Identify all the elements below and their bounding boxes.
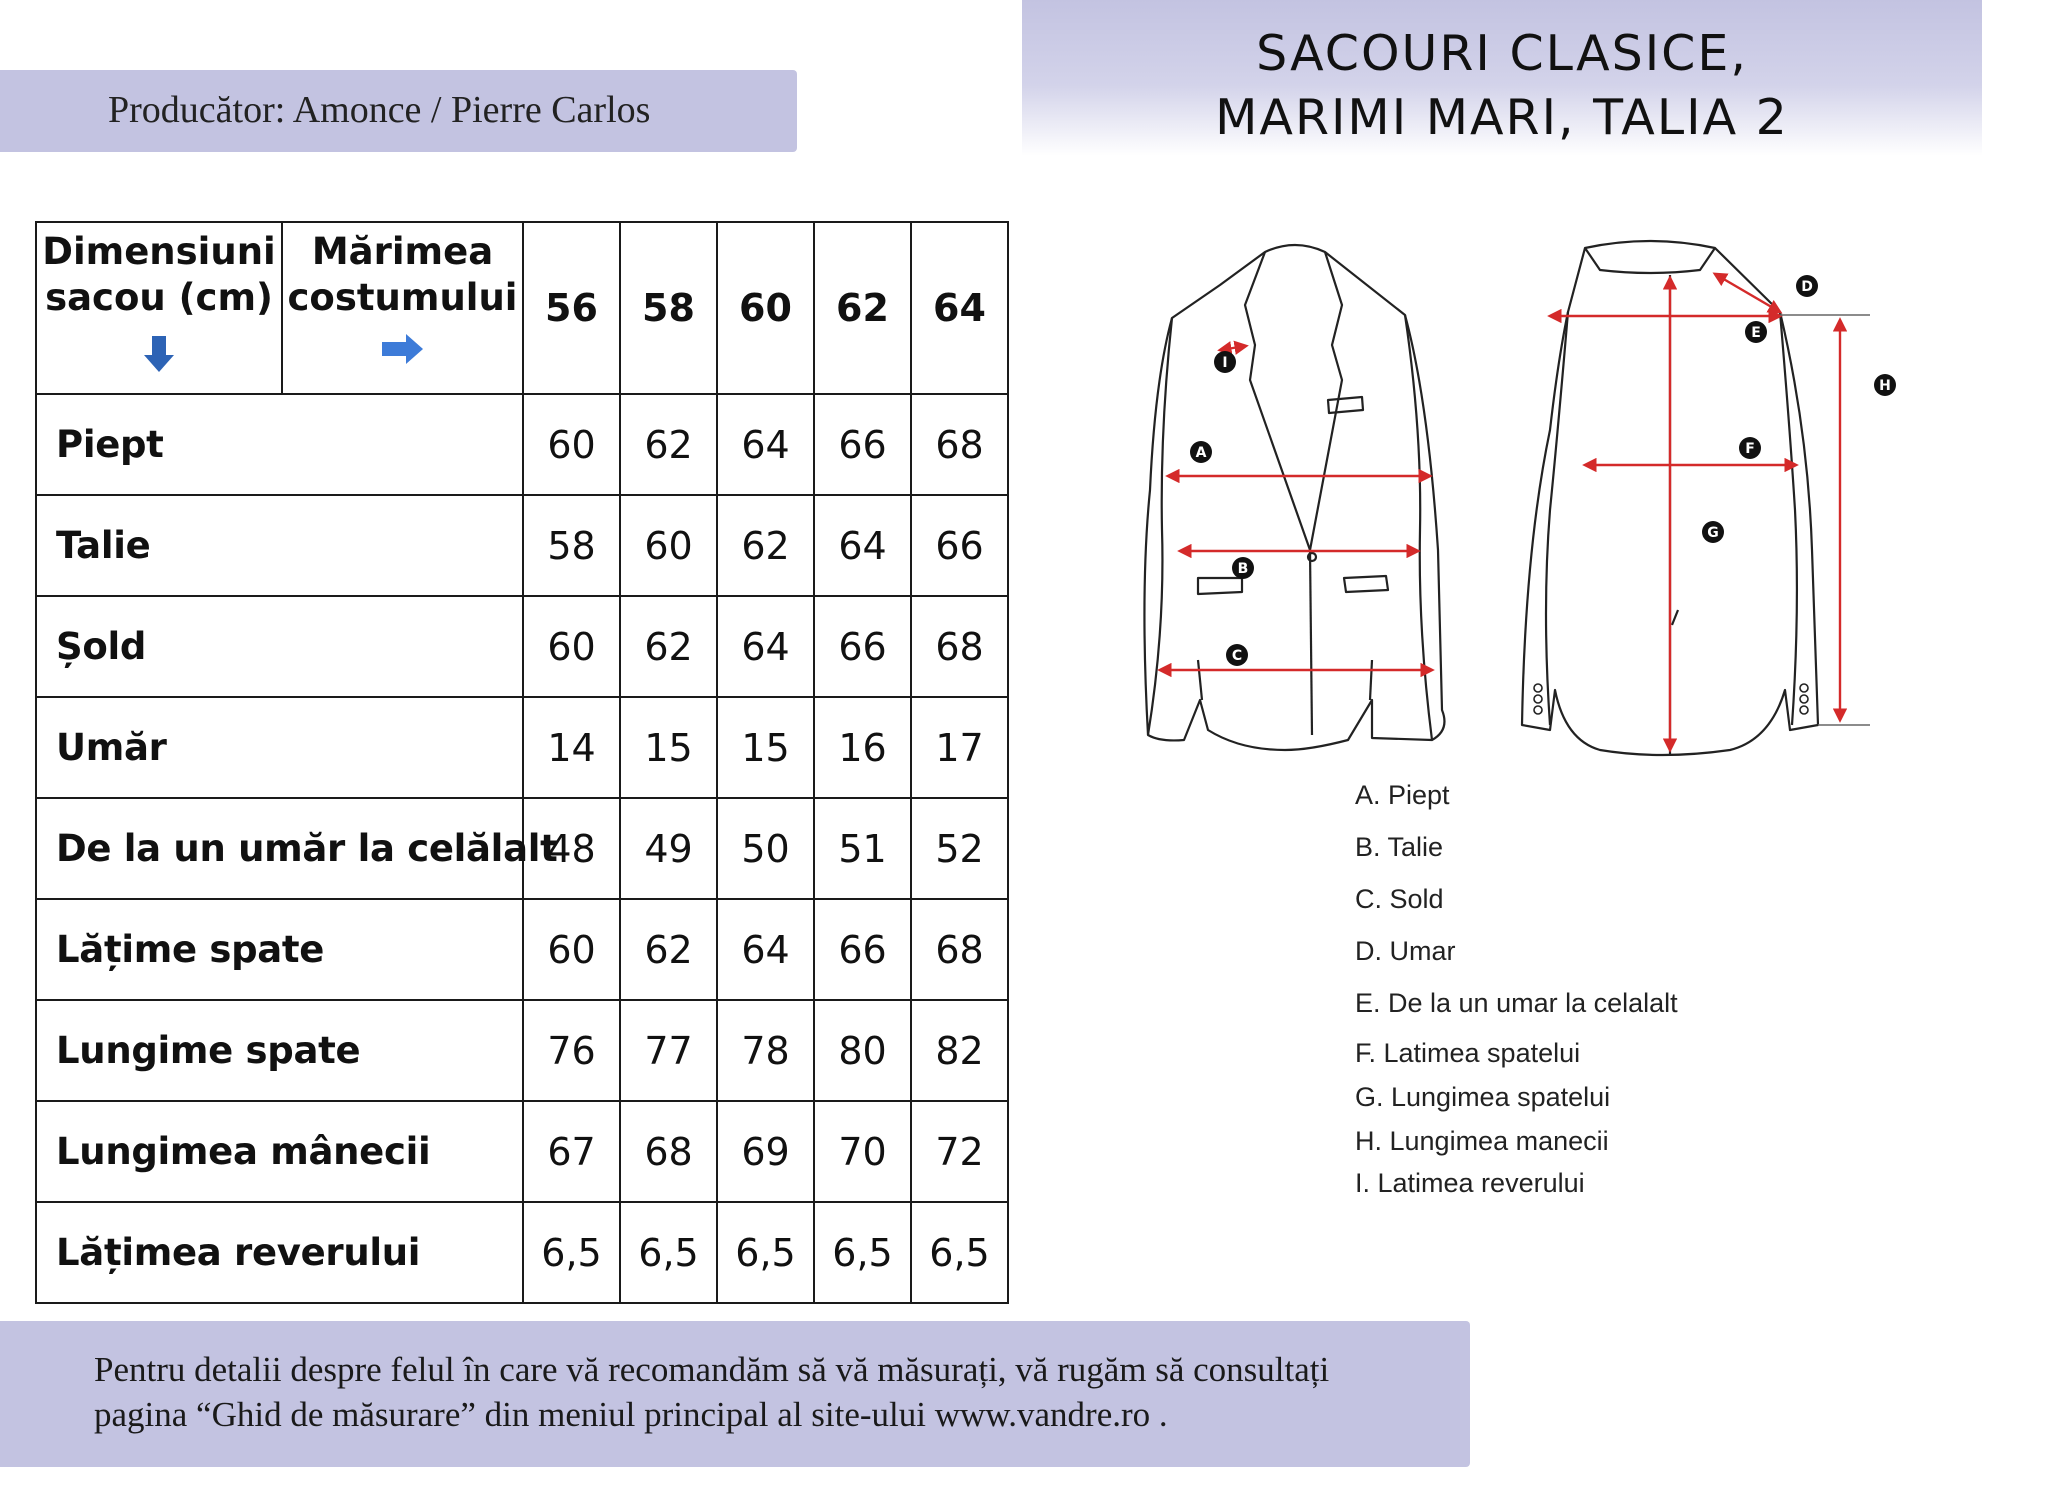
table-row [36,596,1008,697]
svg-text:C: C [1231,648,1243,664]
title-panel [1022,0,1982,156]
table-row [36,1101,1008,1202]
table-cell: 66 [814,394,911,495]
table-cell: 80 [814,1000,911,1101]
footer-line-1: Pentru detalii despre felul în care vă recomandăm să vă măsurați, vă rugăm să consultați [94,1350,1330,1389]
table-cell: 49 [620,798,717,899]
arrow-right-icon [382,342,406,356]
table-cell: 66 [814,596,911,697]
marker-e [1745,321,1767,343]
table-row [36,697,1008,798]
legend-item: H. Lungimea manecii [1355,1126,1609,1156]
size-table [35,221,1009,1304]
marker-g [1702,521,1724,543]
header-size-cell [282,222,523,394]
row-label: Lățime spate [36,899,523,1000]
table-cell: 72 [911,1101,1008,1202]
table-cell: 6,5 [911,1202,1008,1303]
table-cell: 68 [911,596,1008,697]
legend-item: E. De la un umar la celalalt [1355,988,1678,1018]
table-cell: 6,5 [717,1202,814,1303]
table-header-row [36,222,1008,394]
svg-text:B: B [1237,561,1249,577]
table-cell: 68 [620,1101,717,1202]
legend-item: I. Latimea reverului [1355,1168,1585,1198]
row-label: Umăr [36,697,523,798]
marker-d [1796,275,1818,297]
table-cell: 60 [523,596,620,697]
table-cell: 6,5 [814,1202,911,1303]
svg-text:A: A [1195,445,1207,461]
svg-text:H: H [1879,378,1891,394]
table-row [36,1202,1008,1303]
jacket-measurement-diagram [1080,230,1920,770]
title-line-2: MARIMI MARI, TALIA 2 [1215,89,1789,146]
legend-item: A. Piept [1355,780,1450,810]
footer-line-2: pagina “Ghid de măsurare” din meniul principal al site-ului www.vandre.ro . [94,1395,1168,1434]
table-cell: 70 [814,1101,911,1202]
table-cell: 17 [911,697,1008,798]
row-label: Talie [36,495,523,596]
marker-h [1874,374,1896,396]
table-cell: 64 [717,596,814,697]
footer-text [94,1347,1329,1437]
table-cell: 60 [523,899,620,1000]
table-cell: 58 [523,495,620,596]
legend-item: C. Sold [1355,884,1444,914]
measurement-lines [1160,274,1840,750]
table-cell: 14 [523,697,620,798]
table-cell: 66 [814,899,911,1000]
table-cell: 15 [620,697,717,798]
legend-item: F. Latimea spatelui [1355,1038,1581,1068]
size-header: 58 [620,222,717,394]
legend-item: G. Lungimea spatelui [1355,1082,1611,1112]
marker-a [1190,441,1212,463]
title-line-1: SACOURI CLASICE, [1256,25,1748,82]
row-label: Lungimea mânecii [36,1101,523,1202]
table-cell: 64 [717,394,814,495]
row-label: Lungime spate [36,1000,523,1101]
table-row [36,899,1008,1000]
table-cell: 69 [717,1101,814,1202]
row-label: Lățimea reverului [36,1202,523,1303]
marker-c [1226,644,1248,666]
table-cell: 78 [717,1000,814,1101]
svg-text:D: D [1801,279,1813,295]
table-cell: 6,5 [620,1202,717,1303]
table-cell: 77 [620,1000,717,1101]
size-header: 56 [523,222,620,394]
svg-text:G: G [1707,525,1719,541]
svg-text:E: E [1751,325,1761,341]
size-header: 64 [911,222,1008,394]
table-cell: 64 [814,495,911,596]
arrow-down-icon [152,336,166,356]
table-cell: 60 [620,495,717,596]
table-cell: 52 [911,798,1008,899]
svg-text:I: I [1222,355,1228,371]
header-dimensions-cell [36,222,282,394]
svg-text:F: F [1745,441,1755,457]
table-cell: 6,5 [523,1202,620,1303]
table-cell: 62 [620,596,717,697]
marker-i [1214,351,1236,373]
table-cell: 15 [717,697,814,798]
table-cell: 66 [911,495,1008,596]
table-cell: 67 [523,1101,620,1202]
table-cell: 50 [717,798,814,899]
maker-banner [0,70,797,152]
size-header: 60 [717,222,814,394]
table-row [36,495,1008,596]
table-row [36,394,1008,495]
table-cell: 48 [523,798,620,899]
table-cell: 62 [620,899,717,1000]
table-cell: 82 [911,1000,1008,1101]
table-cell: 62 [717,495,814,596]
size-header: 62 [814,222,911,394]
row-label: Șold [36,596,523,697]
table-cell: 60 [523,394,620,495]
page-title [1022,22,1982,150]
row-label: De la un umăr la celălalt [36,798,523,899]
table-row [36,1000,1008,1101]
legend-item: D. Umar [1355,936,1456,966]
marker-f [1739,437,1761,459]
maker-text: Producător: Amonce / Pierre Carlos [108,89,651,131]
table-cell: 76 [523,1000,620,1101]
table-cell: 68 [911,899,1008,1000]
footer-banner [0,1321,1470,1467]
table-cell: 68 [911,394,1008,495]
header-size-label: Mărimea costumului [287,230,518,319]
jacket-front [1144,245,1444,750]
legend-item: B. Talie [1355,832,1444,862]
marker-b [1232,557,1254,579]
header-dimensions-label: Dimensiuni sacou (cm) [42,230,276,319]
table-cell: 62 [620,394,717,495]
row-label: Piept [36,394,523,495]
table-cell: 16 [814,697,911,798]
table-row [36,798,1008,899]
table-cell: 51 [814,798,911,899]
table-cell: 64 [717,899,814,1000]
